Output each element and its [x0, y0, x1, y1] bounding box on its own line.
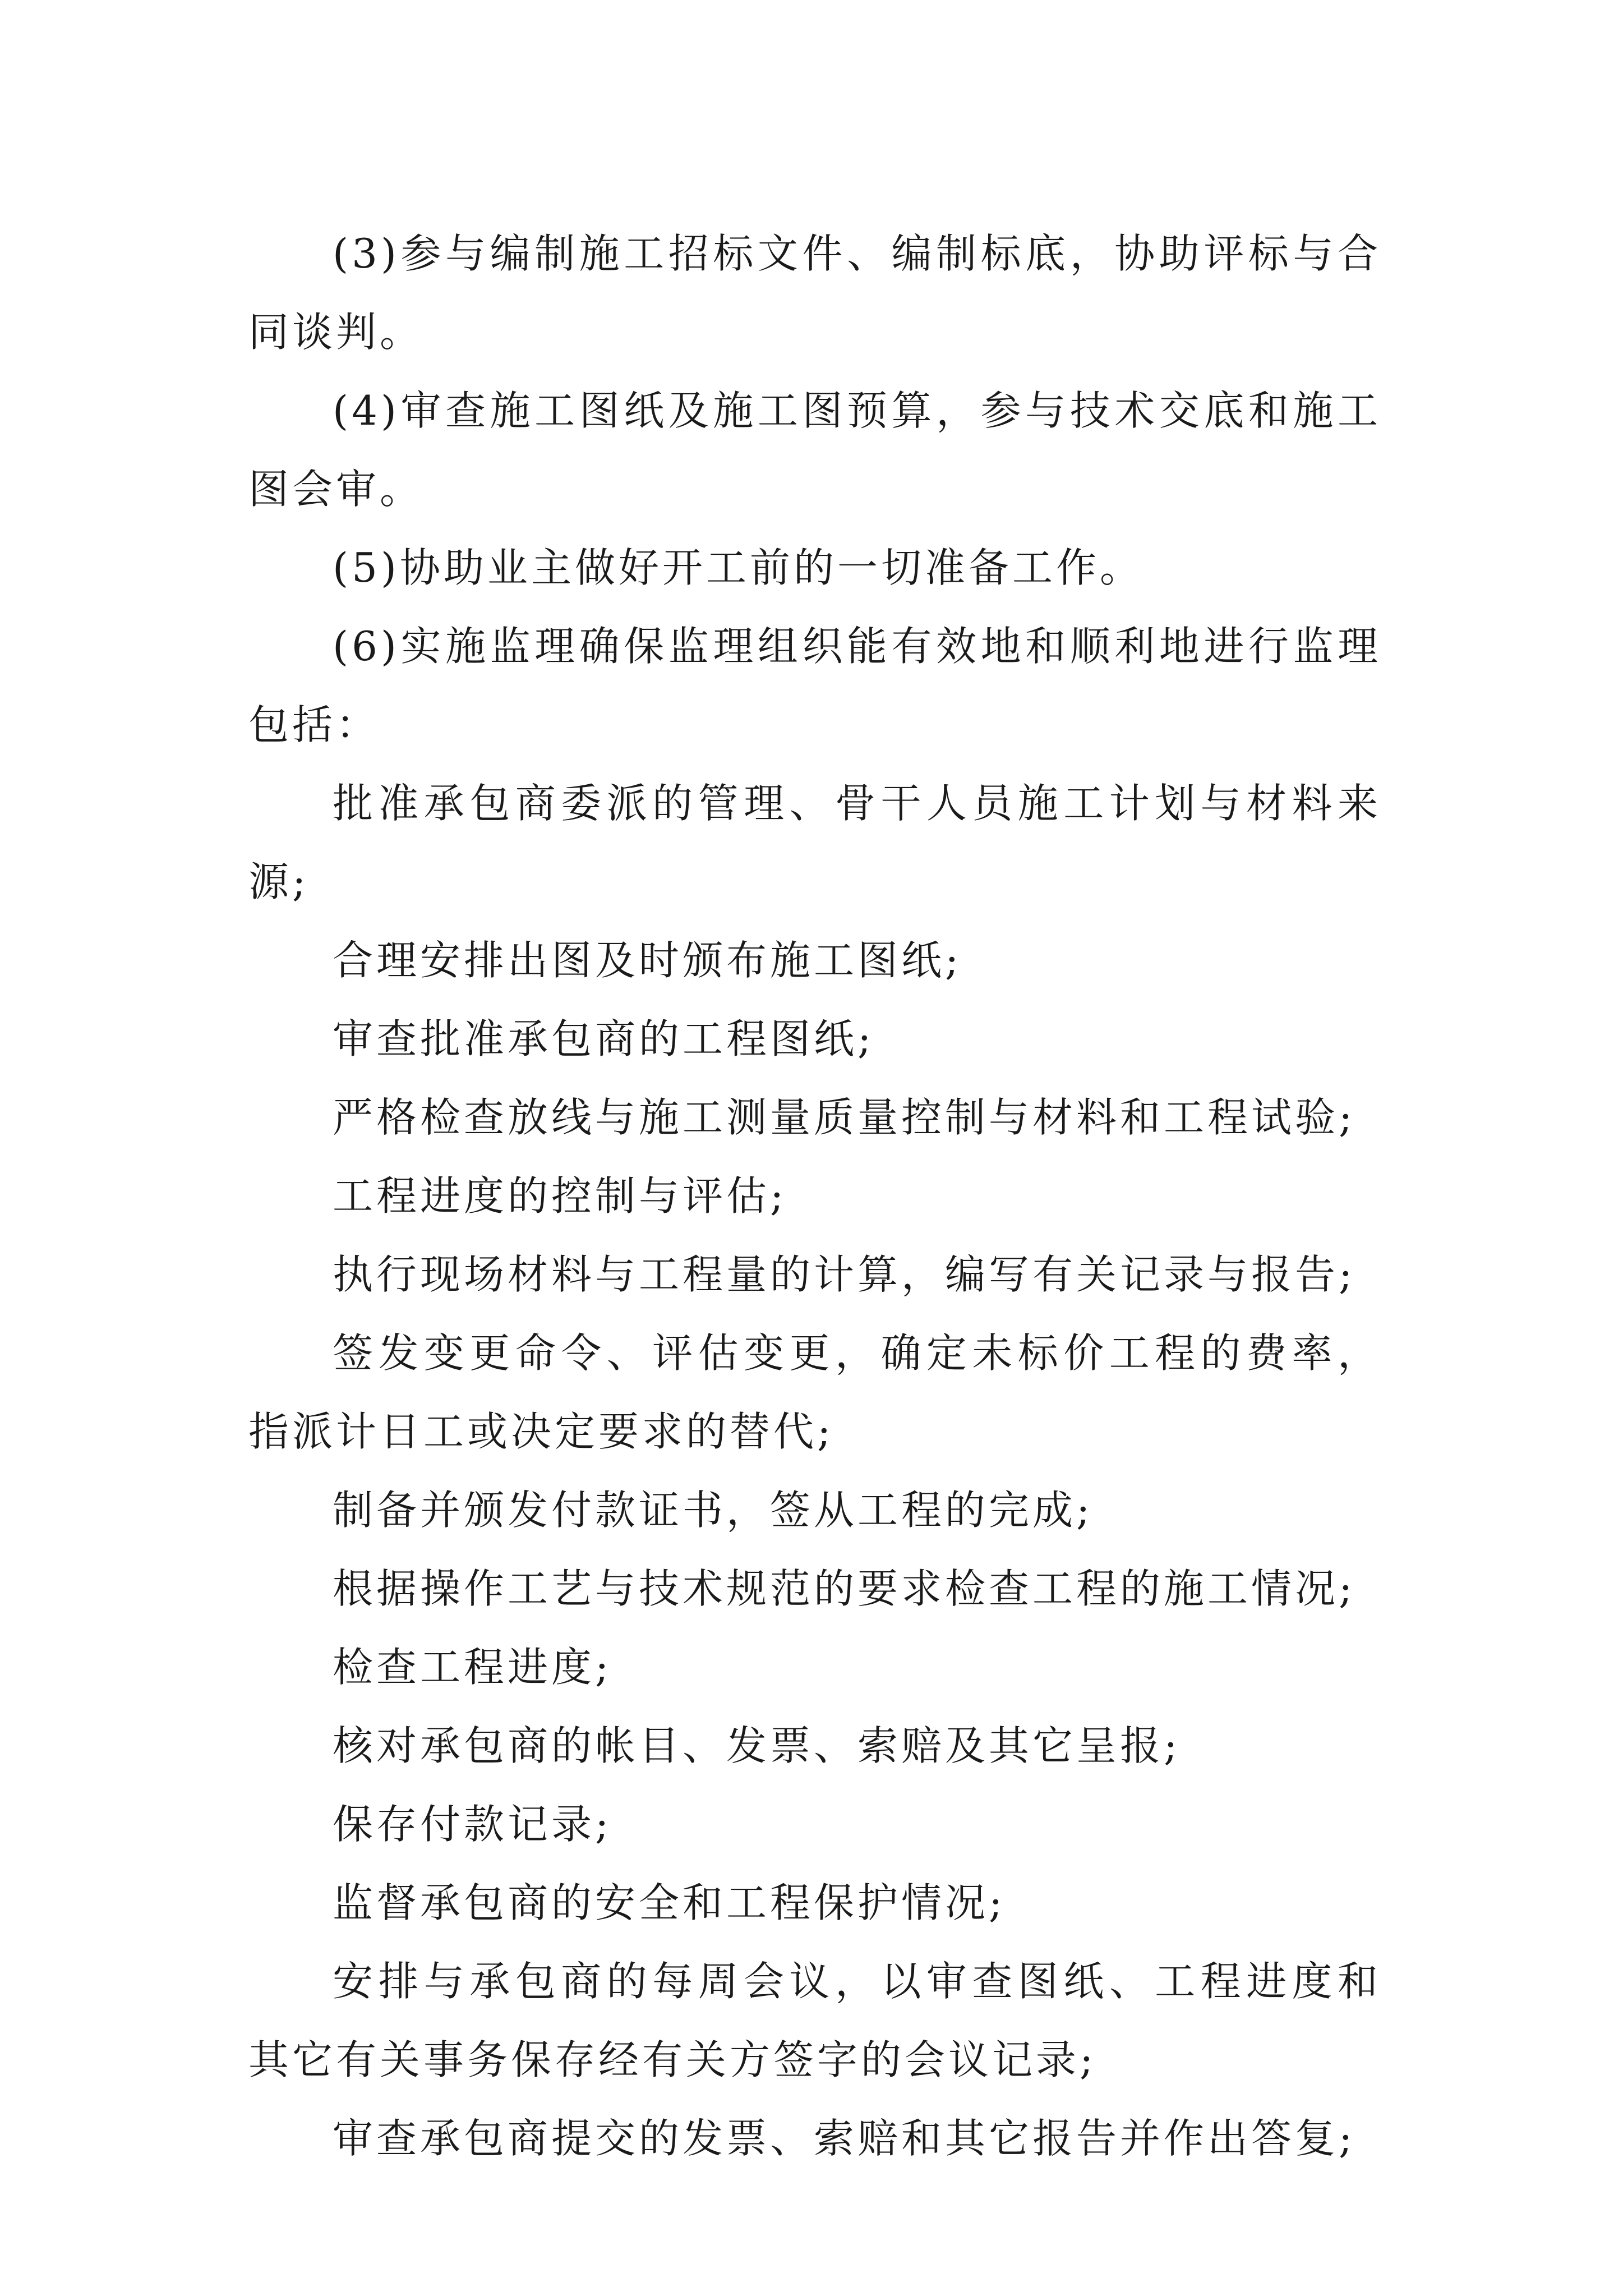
- document-body: [248, 214, 1381, 2178]
- list-item: 严格检查放线与施工测量质量控制与材料和工程试验;: [333, 1094, 1356, 1141]
- list-item: 签发变更命令、评估变更，确定未标价工程的费率，指派计日工或决定要求的替代;: [248, 1329, 1381, 1455]
- list-item: 审查承包商提交的发票、索赔和其它报告并作出答复;: [333, 2115, 1356, 2162]
- list-item: 执行现场材料与工程量的计算，编写有关记录与报告;: [333, 1251, 1356, 1298]
- list-item: 制备并颁发付款证书，签从工程的完成;: [333, 1487, 1094, 1534]
- list-item: 工程进度的控制与评估;: [333, 1172, 787, 1220]
- paragraph-item-4: (4)审查施工图纸及施工图预算，参与技术交底和施工图会审。: [248, 387, 1381, 513]
- list-item: 安排与承包商的每周会议，以审查图纸、工程进度和其它有关事务保存经有关方签字的会议记录;: [248, 1958, 1381, 2083]
- list-item: 批准承包商委派的管理、骨干人员施工计划与材料来源;: [248, 780, 1381, 905]
- paragraph-item-3: (3)参与编制施工招标文件、编制标底，协助评标与合同谈判。: [248, 230, 1381, 356]
- list-item: 合理安排出图及时颁布施工图纸;: [333, 937, 962, 984]
- list-item: 根据操作工艺与技术规范的要求检查工程的施工情况;: [333, 1565, 1356, 1612]
- list-item: 检查工程进度;: [333, 1644, 612, 1691]
- list-item: 审查批准承包商的工程图纸;: [333, 1015, 875, 1062]
- list-item: 保存付款记录;: [333, 1801, 612, 1848]
- list-item: 监督承包商的安全和工程保护情况;: [333, 1879, 1006, 1926]
- list-item: 核对承包商的帐目、发票、索赔及其它呈报;: [333, 1722, 1181, 1769]
- paragraph-item-5: (5)协助业主做好开工前的一切准备工作。: [333, 544, 1144, 591]
- paragraph-item-6: (6)实施监理确保监理组织能有效地和顺利地进行监理包括：: [248, 623, 1381, 748]
